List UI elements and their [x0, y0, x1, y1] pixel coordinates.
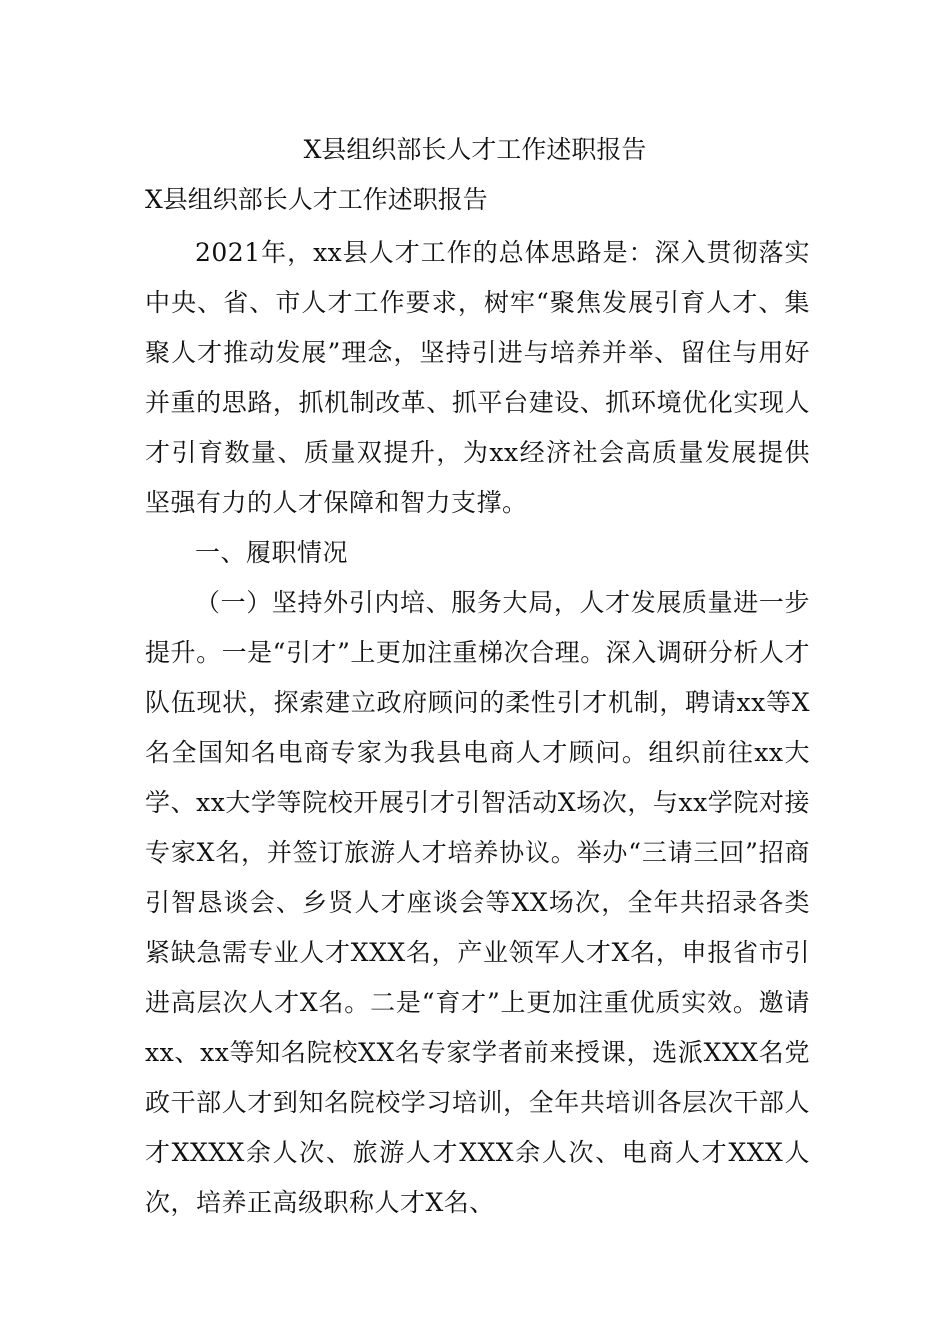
paragraph-overview: 2021年，xx县人才工作的总体思路是：深入贯彻落实中央、省、市人才工作要求，树牢“聚焦发展引育人才、集聚人才推动发展”理念，坚持引进与培养并举、留住与用好并重的思路，抓机制改革、抓平台建设、抓环境优化实现人才引育数量、质量双提升，为xx经济社会高质量发展提供坚强有力的人才保障和智力支撑。: [145, 238, 810, 517]
document-body: [145, 228, 810, 1228]
section-heading: 一、履职情况: [195, 538, 349, 567]
document-subtitle: X县组织部长人才工作述职报告: [145, 185, 488, 214]
document-title: X县组织部长人才工作述职报告: [303, 135, 647, 164]
paragraph-section-1: （一）坚持外引内培、服务大局，人才发展质量进一步提升。一是“引才”上更加注重梯次合理。深入调研分析人才队伍现状，探索建立政府顾问的柔性引才机制，聘请xx等X名全国知名电商专家为我县电商人才顾问。组织前往xx大学、xx大学等院校开展引才引智活动X场次，与xx学院对接专家X名，并签订旅游人才培养协议。举办“三请三回”招商引智恳谈会、乡贤人才座谈会等XX场次，全年共招录各类紧缺急需专业人才XXX名，产业领军人才X名，申报省市引进高层次人才X名。二是“育才”上更加注重优质实效。邀请xx、xx等知名院校XX名专家学者前来授课，选派XXX名党政干部人才到知名院校学习培训，全年共培训各层次干部人才XXXX余人次、旅游人才XXX余人次、电商人才XXX人次，培养正高级职称人才X名、: [145, 588, 810, 1217]
